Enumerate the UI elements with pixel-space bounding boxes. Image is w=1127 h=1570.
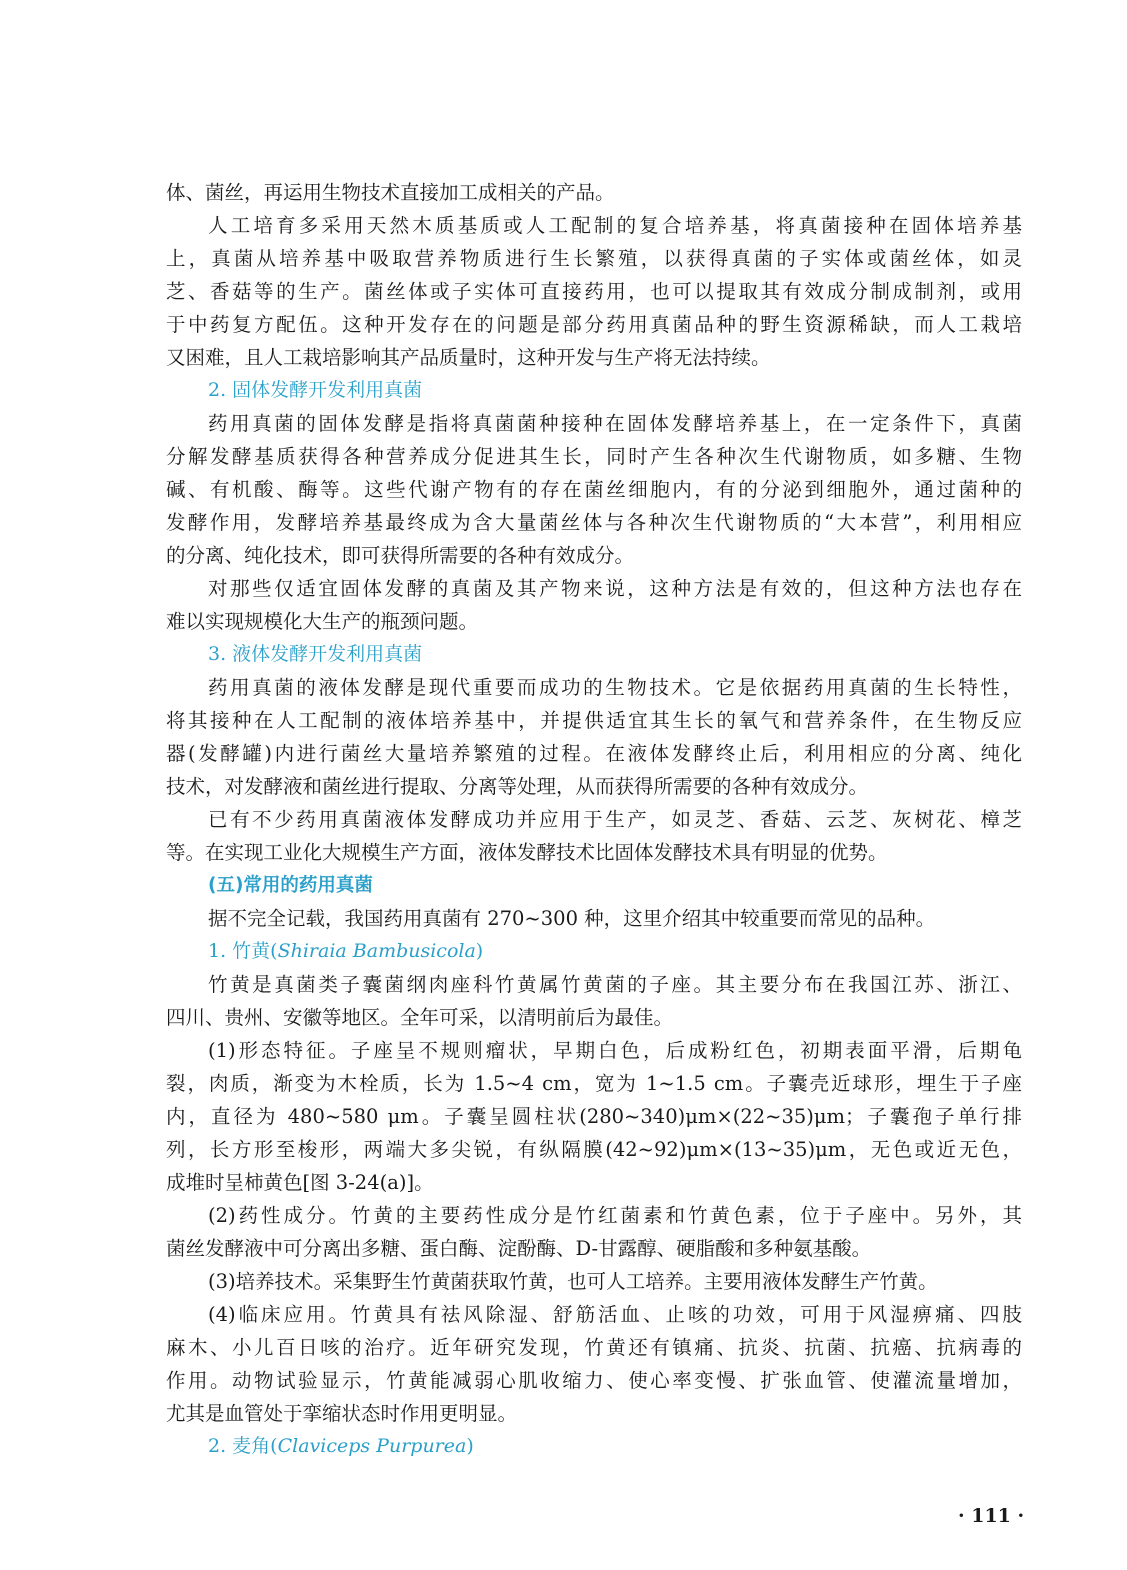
section-heading: 3. 液体发酵开发利用真菌: [208, 643, 423, 665]
text-line: (4)临床应用。竹黄具有祛风除湿、舒筋活血、止咳的功效，可用于风湿痹痛、四肢: [208, 1303, 1022, 1326]
text-line: 于中药复方配伍。这种开发存在的问题是部分药用真菌品种的野生资源稀缺，而人工栽培: [166, 313, 1022, 336]
text-line: 麻木、小儿百日咳的治疗。近年研究发现，竹黄还有镇痛、抗炎、抗菌、抗癌、抗病毒的: [166, 1336, 1022, 1359]
heading-text: 2. 麦角(: [208, 1435, 278, 1457]
page-number: · 111 ·: [958, 1505, 1025, 1527]
text-line: 对那些仅适宜固体发酵的真菌及其产物来说，这种方法是有效的，但这种方法也存在: [208, 577, 1022, 600]
text-line: 技术，对发酵液和菌丝进行提取、分离等处理，从而获得所需要的各种有效成分。: [166, 775, 869, 798]
page-body: [166, 176, 1022, 1463]
heading-text: ): [475, 940, 484, 962]
section-heading: [166, 935, 1022, 968]
paragraph: [166, 968, 1022, 1034]
heading-text: 1. 竹黄(: [208, 940, 278, 962]
paragraph: [166, 1199, 1022, 1265]
chapter-subheading: (五)常用的药用真菌: [208, 875, 373, 896]
paragraph: [166, 572, 1022, 638]
paragraph: [166, 407, 1022, 572]
paragraph: [166, 803, 1022, 869]
text-line: 裂，肉质，渐变为木栓质，长为 1.5~4 cm，宽为 1~1.5 cm。子囊壳近球形，埋生于子座: [166, 1072, 1022, 1095]
text-line: 已有不少药用真菌液体发酵成功并应用于生产，如灵芝、香菇、云芝、灰树花、樟芝: [208, 808, 1022, 831]
section-heading: [166, 1430, 1022, 1463]
latin-name: Shiraia Bambusicola: [277, 940, 476, 962]
heading-text: ): [466, 1435, 474, 1457]
text-line: 将其接种在人工配制的液体培养基中，并提供适宜其生长的氧气和营养条件，在生物反应: [166, 709, 1022, 732]
text-line: 药用真菌的液体发酵是现代重要而成功的生物技术。它是依据药用真菌的生长特性，: [208, 676, 1022, 699]
latin-name: Claviceps Purpurea: [277, 1435, 467, 1457]
paragraph: [166, 1298, 1022, 1430]
text-line: 等。在实现工业化大规模生产方面，液体发酵技术比固体发酵技术具有明显的优势。: [166, 841, 888, 864]
text-line: 分解发酵基质获得各种营养成分促进其生长，同时产生各种次生代谢物质，如多糖、生物: [166, 445, 1022, 468]
text-line: 四川、贵州、安徽等地区。全年可采，以清明前后为最佳。: [166, 1006, 674, 1029]
text-line: 上，真菌从培养基中吸取营养物质进行生长繁殖，以获得真菌的子实体或菌丝体，如灵: [166, 247, 1022, 270]
text-line: 药用真菌的固体发酵是指将真菌菌种接种在固体发酵培养基上，在一定条件下，真菌: [208, 412, 1022, 435]
text-line: 内，直径为 480~580 μm。子囊呈圆柱状(280~340)μm×(22~35)μm；子囊孢子单行排: [166, 1105, 1022, 1128]
text-line: 发酵作用，发酵培养基最终成为含大量菌丝体与各种次生代谢物质的“大本营”，利用相应: [166, 511, 1022, 534]
text-line: (1)形态特征。子座呈不规则瘤状，早期白色，后成粉红色，初期表面平滑，后期龟: [208, 1039, 1022, 1062]
section-heading: 2. 固体发酵开发利用真菌: [208, 379, 423, 401]
text-line: 的分离、纯化技术，即可获得所需要的各种有效成分。: [166, 544, 635, 567]
text-line: 菌丝发酵液中可分离出多糖、蛋白酶、淀酚酶、D-甘露醇、硬脂酸和多种氨基酸。: [166, 1237, 872, 1260]
paragraph: [166, 902, 1022, 935]
text-line: 体、菌丝，再运用生物技术直接加工成相关的产品。: [166, 181, 615, 204]
paragraph: [166, 1034, 1022, 1199]
text-line: 人工培育多采用天然木质基质或人工配制的复合培养基，将真菌接种在固体培养基: [208, 214, 1022, 237]
text-line: 据不完全记载，我国药用真菌有 270~300 种，这里介绍其中较重要而常见的品种。: [208, 907, 936, 930]
text-line: 碱、有机酸、酶等。这些代谢产物有的存在菌丝细胞内，有的分泌到细胞外，通过菌种的: [166, 478, 1022, 501]
text-line: 作用。动物试验显示，竹黄能减弱心肌收缩力、使心率变慢、扩张血管、使灌流量增加，: [166, 1369, 1022, 1392]
text-line: (3)培养技术。采集野生竹黄菌获取竹黄，也可人工培养。主要用液体发酵生产竹黄。: [208, 1270, 938, 1293]
text-line: 成堆时呈柿黄色[图 3-24(a)]。: [166, 1171, 434, 1194]
paragraph: [166, 1265, 1022, 1298]
paragraph: [166, 209, 1022, 374]
text-line: 难以实现规模化大生产的瓶颈问题。: [166, 610, 479, 633]
text-line: 器(发酵罐)内进行菌丝大量培养繁殖的过程。在液体发酵终止后，利用相应的分离、纯化: [166, 742, 1022, 765]
paragraph: [166, 671, 1022, 803]
text-line: 又困难，且人工栽培影响其产品质量时，这种开发与生产将无法持续。: [166, 346, 771, 369]
text-line: (2)药性成分。竹黄的主要药性成分是竹红菌素和竹黄色素，位于子座中。另外，其: [208, 1204, 1022, 1227]
text-line: 芝、香菇等的生产。菌丝体或子实体可直接药用，也可以提取其有效成分制成制剂，或用: [166, 280, 1022, 303]
text-line: 竹黄是真菌类子囊菌纲肉座科竹黄属竹黄菌的子座。其主要分布在我国江苏、浙江、: [208, 973, 1022, 996]
paragraph: [166, 176, 1022, 209]
text-line: 尤其是血管处于挛缩状态时作用更明显。: [166, 1402, 518, 1425]
text-line: 列，长方形至梭形，两端大多尖锐，有纵隔膜(42~92)μm×(13~35)μm，无色或近无色，: [166, 1138, 1022, 1161]
